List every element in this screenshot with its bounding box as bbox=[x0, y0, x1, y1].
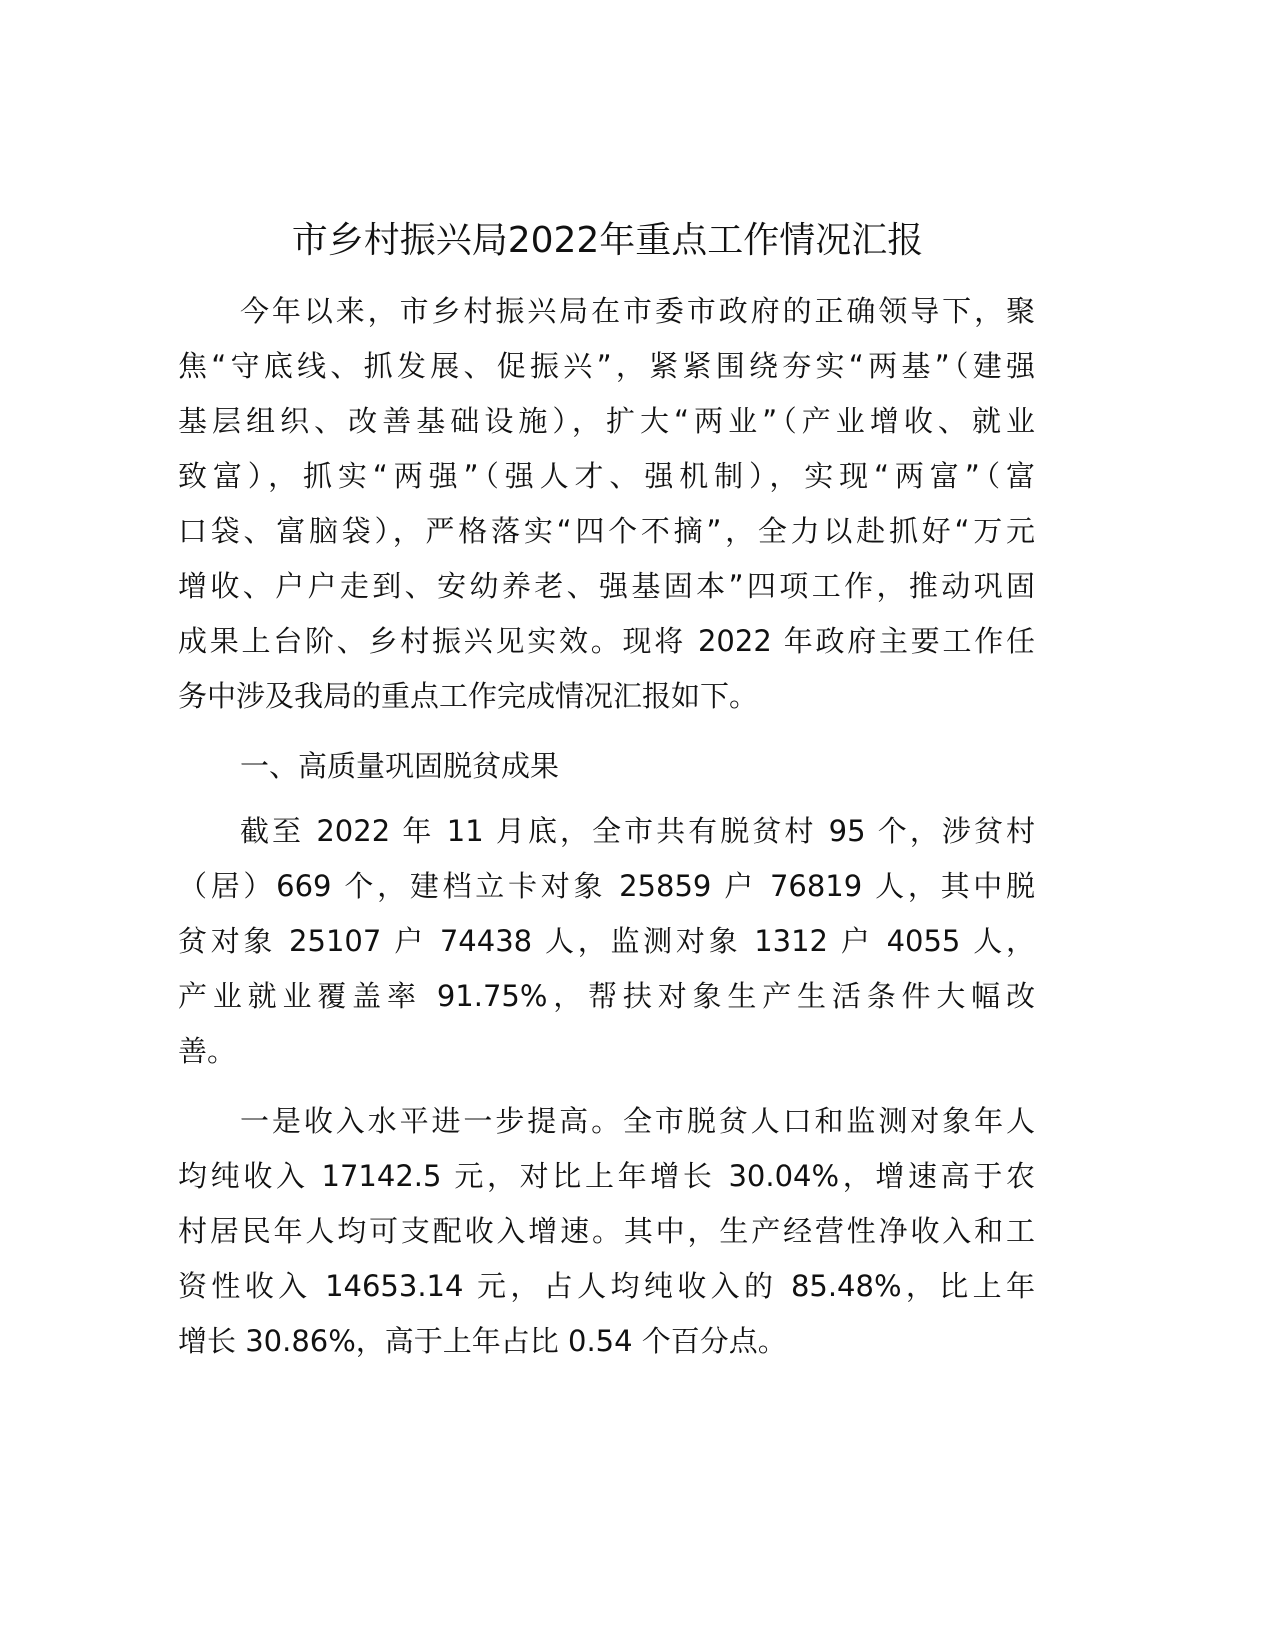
text-line: 村居民年人均可支配收入增速。其中，生产经营性净收入和工 bbox=[178, 1214, 1035, 1248]
document-body bbox=[178, 284, 1035, 1384]
text-line: 增长 30.86%，高于上年占比 0.54 个百分点。 bbox=[178, 1324, 787, 1358]
text-line: 成果上台阶、乡村振兴见实效。现将 2022 年政府主要工作任 bbox=[178, 624, 1035, 658]
text-line: 增收、户户走到、安幼养老、强基固本”四项工作，推动巩固 bbox=[178, 569, 1035, 603]
intro-paragraph bbox=[178, 284, 1035, 724]
text-line: 资性收入 14653.14 元，占人均纯收入的 85.48%，比上年 bbox=[178, 1269, 1035, 1303]
text-line: 一是收入水平进一步提高。全市脱贫人口和监测对象年人 bbox=[240, 1104, 1035, 1138]
text-line: （居）669 个，建档立卡对象 25859 户 76819 人，其中脱 bbox=[178, 869, 1035, 903]
text-line: 焦“守底线、抓发展、促振兴”，紧紧围绕夯实“两基”（建强 bbox=[178, 349, 1035, 383]
text-line: 均纯收入 17142.5 元，对比上年增长 30.04%，增速高于农 bbox=[178, 1159, 1035, 1193]
text-line: 致富），抓实“两强”（强人才、强机制），实现“两富”（富 bbox=[178, 459, 1035, 493]
text-line: 贫对象 25107 户 74438 人，监测对象 1312 户 4055 人， bbox=[178, 924, 1035, 958]
text-line: 产业就业覆盖率 91.75%，帮扶对象生产生活条件大幅改 bbox=[178, 979, 1035, 1013]
text-line: 基层组织、改善基础设施），扩大“两业”（产业增收、就业 bbox=[178, 404, 1035, 438]
text-line: 口袋、富脑袋），严格落实“四个不摘”，全力以赴抓好“万元 bbox=[178, 514, 1035, 548]
summary-paragraph bbox=[178, 804, 1035, 1079]
income-paragraph bbox=[178, 1094, 1035, 1369]
section-heading: 一、高质量巩固脱贫成果 bbox=[240, 749, 560, 783]
text-line: 截至 2022 年 11 月底，全市共有脱贫村 95 个，涉贫村 bbox=[240, 814, 1035, 848]
document-title: 市乡村振兴局2022年重点工作情况汇报 bbox=[291, 220, 924, 261]
text-line: 今年以来，市乡村振兴局在市委市政府的正确领导下，聚 bbox=[240, 294, 1035, 328]
text-line: 善。 bbox=[178, 1034, 237, 1068]
text-line: 务中涉及我局的重点工作完成情况汇报如下。 bbox=[178, 679, 759, 713]
